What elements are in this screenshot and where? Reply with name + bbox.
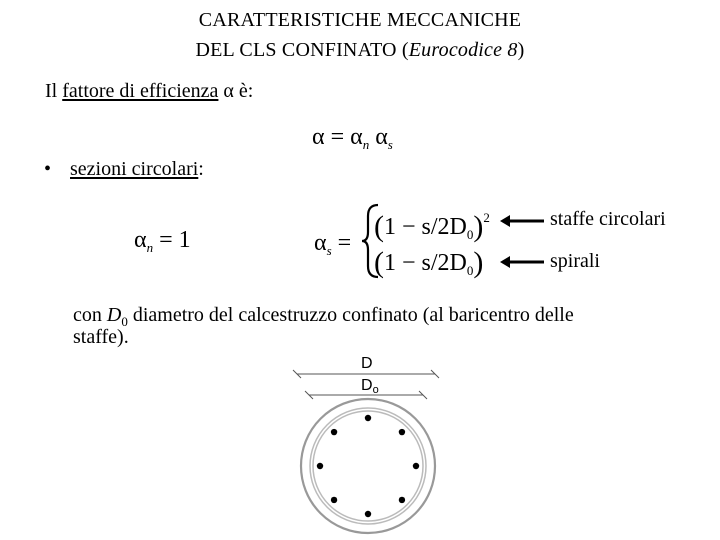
formula-main-sub-s: s	[387, 137, 393, 152]
rebar-dot	[413, 463, 419, 469]
slide-title-line1: CARATTERISTICHE MECCANICHE	[198, 9, 522, 31]
dimension-label-d: D	[361, 355, 373, 372]
intro-prefix: Il	[45, 80, 63, 102]
title-italic: Eurocodice 8	[408, 39, 518, 61]
alpha-s-symbol: α	[314, 230, 327, 256]
rebar-dot	[331, 429, 337, 435]
alpha-n-symbol: α	[134, 227, 147, 253]
rebar-dot	[365, 511, 371, 517]
alpha-n-rhs: = 1	[153, 227, 191, 253]
rebar-dot	[399, 497, 405, 503]
formula-alpha-s-lhs	[314, 230, 351, 257]
formula-main-alpha-s: α	[375, 124, 388, 150]
confined-section-diagram	[285, 350, 455, 540]
longitudinal-bars	[317, 415, 419, 517]
alpha-s-row1: $(1 - s/2D_0)^2$	[374, 210, 490, 243]
desc-d-sub: 0	[121, 314, 128, 329]
rebar-dot	[331, 497, 337, 503]
alpha-s-row1-text: 1 − s/2D	[384, 214, 467, 240]
formula-main	[312, 124, 393, 151]
description-line2: staffe).	[73, 326, 129, 348]
alpha-s-row1-exp: 2	[483, 210, 490, 225]
bullet-underlined: sezioni circolari	[70, 158, 199, 180]
bullet-suffix: :	[198, 158, 204, 180]
rebar-dot	[317, 463, 323, 469]
alpha-s-row1-sub: 0	[466, 227, 474, 242]
alpha-s-row2-text: 1 − s/2D	[384, 250, 467, 276]
formula-alpha-n	[134, 227, 191, 254]
left-arrow-icon	[500, 256, 544, 268]
dimension-label-d0: Do	[361, 377, 379, 396]
desc-prefix: con	[73, 304, 107, 326]
label-spirali: spirali	[550, 250, 600, 272]
alpha-s-eq: =	[331, 230, 352, 256]
intro-suffix: α è:	[218, 80, 254, 102]
hoop-inner-circle	[313, 411, 423, 521]
formula-main-alpha-n: α	[350, 124, 363, 150]
formula-main-sub-n: n	[362, 137, 370, 152]
bullet-item	[44, 158, 204, 180]
desc-rest: diametro del calcestruzzo confinato (al baricentro delle	[127, 304, 574, 326]
bullet-marker: •	[44, 158, 52, 180]
rebar-dot	[365, 415, 371, 421]
label-staffe: staffe circolari	[550, 208, 666, 230]
title-suffix: )	[517, 39, 525, 61]
description-line1	[73, 304, 713, 328]
rebar-dot	[399, 429, 405, 435]
title-prefix: DEL CLS CONFINATO (	[195, 39, 409, 61]
left-arrow-icon	[500, 215, 544, 227]
intro-text	[45, 80, 253, 102]
slide-title-line2	[0, 38, 720, 63]
alpha-n-sub: n	[146, 240, 154, 255]
formula-main-eq: =	[324, 124, 351, 150]
alpha-s-sub: s	[326, 243, 332, 258]
formula-main-lhs: α	[312, 124, 325, 150]
hoop-circle	[310, 408, 426, 524]
alpha-s-row2: $(1 - s/2D_0)$	[374, 246, 484, 279]
desc-d: D	[106, 304, 122, 326]
intro-underlined: fattore di efficienza	[62, 80, 219, 102]
alpha-s-row2-sub: 0	[466, 263, 474, 278]
arrow-icons	[498, 210, 546, 274]
